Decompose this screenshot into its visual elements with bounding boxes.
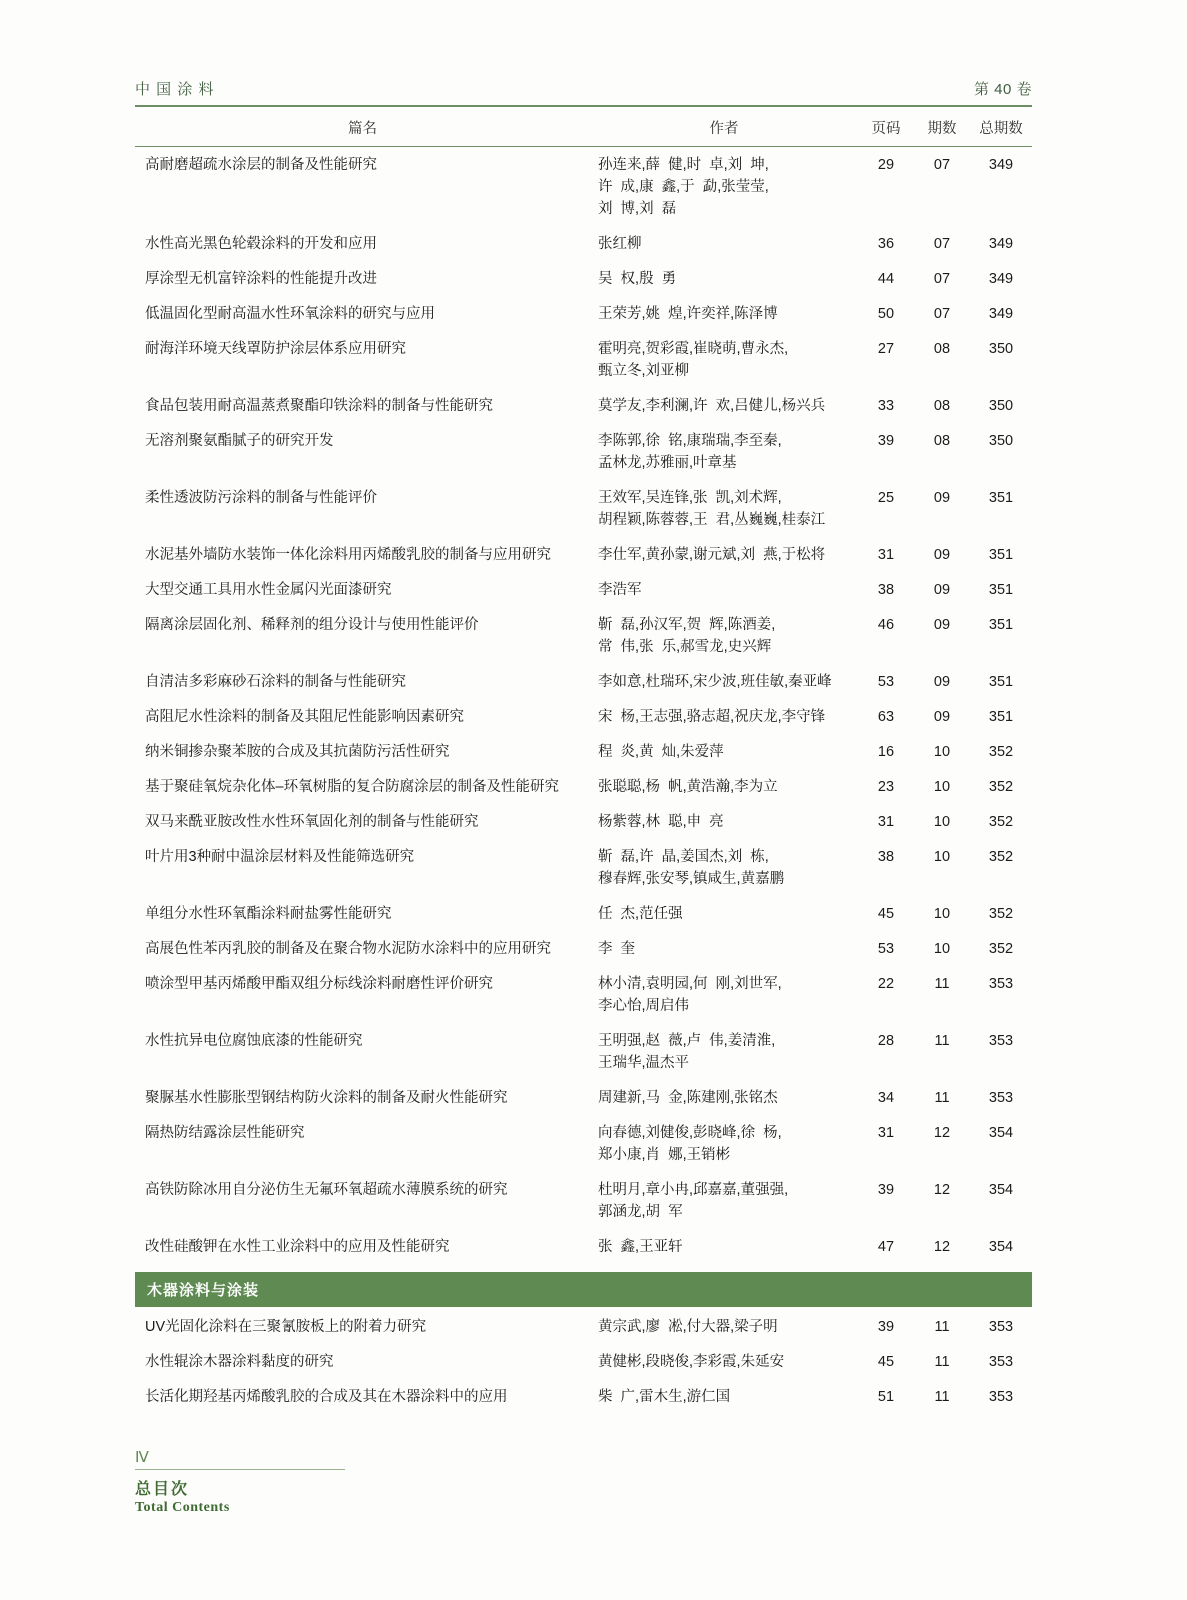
entry-author-line: 张聪聪,杨 帆,黄浩瀚,李为立 [598,779,778,795]
entry-title: 水性抗异电位腐蚀底漆的性能研究 [145,1033,363,1049]
entry-title: 隔热防结露涂层性能研究 [145,1125,305,1141]
entry-authors [590,579,858,601]
entry-total-issue: 350 [988,398,1014,414]
entry-author-line: 孙连来,薛 健,时 卓,刘 坤, [598,157,769,173]
entry-page: 38 [877,849,895,865]
entry-author-line: 李 奎 [598,941,636,957]
entry-total-issue: 353 [988,1319,1014,1335]
page-footer [135,1448,495,1516]
entry-page: 23 [877,779,895,795]
entry-page: 51 [877,1389,895,1405]
entry-authors [590,811,858,833]
entry-authors [590,1030,858,1074]
entry-authors [590,614,858,658]
entry-author-line: 柴 广,雷木生,游仁国 [598,1389,731,1405]
entry-authors [590,706,858,728]
entry-total-issue: 354 [988,1182,1014,1198]
entry-title: 叶片用3种耐中温涂层材料及性能筛选研究 [145,849,415,865]
entry-author-line: 王效军,吴连锋,张 凯,刘术辉, [598,490,782,506]
entry-issue: 10 [933,849,951,865]
table-row [135,966,1032,1023]
entry-authors [590,973,858,1017]
entry-page: 22 [877,976,895,992]
table-row [135,896,1032,931]
entry-author-line: 李如意,杜瑞环,宋少波,班佳敏,秦亚峰 [598,674,832,690]
entry-author-line: 任 杰,范任强 [598,906,683,922]
entry-total-issue: 351 [988,617,1014,633]
entry-author-line: 许 成,康 鑫,于 勐,张莹莹, [598,179,769,195]
table-row [135,1023,1032,1080]
entry-title: 改性硅酸钾在水性工业涂料中的应用及性能研究 [145,1239,450,1255]
volume-label: 第 40 卷 [973,81,1032,98]
column-header-issue: 期数 [927,121,957,137]
table-row [135,147,1032,226]
entry-authors [590,1236,858,1258]
entry-total-issue: 351 [988,582,1014,598]
entry-title: 高阻尼水性涂料的制备及其阻尼性能影响因素研究 [145,709,464,725]
entry-authors [590,487,858,531]
entry-page: 39 [877,1319,895,1335]
entry-title: 无溶剂聚氨酯腻子的研究开发 [145,433,334,449]
table-row [135,1115,1032,1172]
entry-authors [590,846,858,890]
entry-page: 53 [877,941,895,957]
entry-page: 28 [877,1033,895,1049]
entry-authors [590,938,858,960]
entry-title: 水性辊涂木器涂料黏度的研究 [145,1354,334,1370]
entry-total-issue: 349 [988,306,1014,322]
entry-authors [590,395,858,417]
entry-title: 喷涂型甲基丙烯酸甲酯双组分标线涂料耐磨性评价研究 [145,976,493,992]
entry-authors [590,338,858,382]
entry-total-issue: 349 [988,157,1014,173]
entry-title: UV光固化涂料在三聚氰胺板上的附着力研究 [145,1319,427,1335]
entry-issue: 10 [933,906,951,922]
entry-issue: 11 [934,1354,950,1370]
entry-issue: 09 [933,490,951,506]
entry-title: 自清洁多彩麻砂石涂料的制备与性能研究 [145,674,406,690]
entry-page: 31 [877,547,895,563]
entry-issue: 11 [934,1389,950,1405]
entry-issue: 09 [933,582,951,598]
entry-author-line: 李仕军,黄孙蒙,谢元斌,刘 燕,于松将 [598,547,826,563]
entry-total-issue: 350 [988,341,1014,357]
entry-total-issue: 353 [988,1389,1014,1405]
entry-issue: 10 [933,941,951,957]
entry-title: 低温固化型耐高温水性环氧涂料的研究与应用 [145,306,435,322]
folio-number: Ⅳ [135,1449,150,1466]
table-column-headers [135,107,1032,147]
entry-page: 39 [877,433,895,449]
entry-author-line: 程 炎,黄 灿,朱爱萍 [598,744,724,760]
entry-issue: 09 [933,709,951,725]
entry-title: 柔性透波防污涂料的制备与性能评价 [145,490,377,506]
entry-author-line: 张 鑫,王亚轩 [598,1239,683,1255]
entry-issue: 09 [933,617,951,633]
entry-title: 纳米铜掺杂聚苯胺的合成及其抗菌防污活性研究 [145,744,450,760]
entry-page: 29 [877,157,895,173]
entry-total-issue: 353 [988,976,1014,992]
table-row [135,664,1032,699]
entry-total-issue: 352 [988,779,1014,795]
entry-authors [590,1179,858,1223]
entry-page: 33 [877,398,895,414]
table-row [135,1229,1032,1264]
column-header-total: 总期数 [979,121,1023,137]
entry-total-issue: 352 [988,906,1014,922]
entry-author-line: 靳 磊,许 晶,姜国杰,刘 栋, [598,849,769,865]
entry-issue: 11 [934,1090,950,1106]
entry-title: 大型交通工具用水性金属闪光面漆研究 [145,582,392,598]
entry-author-line: 向春德,刘健俊,彭晓峰,徐 杨, [598,1125,782,1141]
entry-title: 高展色性苯丙乳胶的制备及在聚合物水泥防水涂料中的应用研究 [145,941,551,957]
entry-title: 高耐磨超疏水涂层的制备及性能研究 [145,157,377,173]
entry-title: 水泥基外墙防水装饰一体化涂料用丙烯酸乳胶的制备与应用研究 [145,547,551,563]
table-row [135,839,1032,896]
table-row [135,1309,1032,1344]
table-row [135,931,1032,966]
entry-author-line: 郑小康,肖 娜,王销彬 [598,1147,731,1163]
table-row [135,537,1032,572]
table-row [135,572,1032,607]
entry-title: 耐海洋环境天线罩防护涂层体系应用研究 [145,341,406,357]
entry-author-line: 宋 杨,王志强,骆志超,祝庆龙,李守锋 [598,709,826,725]
entry-issue: 12 [933,1182,951,1198]
entry-authors [590,1316,858,1338]
entry-author-line: 孟林龙,苏雅丽,叶章基 [598,455,737,471]
entry-author-line: 黄宗武,廖 凇,付大器,梁子明 [598,1319,778,1335]
entry-author-line: 霍明亮,贺彩霞,崔晓萌,曹永杰, [598,341,789,357]
entry-issue: 11 [934,1319,950,1335]
entry-author-line: 周建新,马 金,陈建刚,张铭杰 [598,1090,778,1106]
entry-title: 聚脲基水性膨胀型钢结构防火涂料的制备及耐火性能研究 [145,1090,508,1106]
entry-total-issue: 353 [988,1033,1014,1049]
entry-page: 25 [877,490,895,506]
entry-title: 隔离涂层固化剂、稀释剂的组分设计与使用性能评价 [145,617,479,633]
entry-issue: 12 [933,1125,951,1141]
entry-total-issue: 350 [988,433,1014,449]
entry-authors [590,1386,858,1408]
entry-author-line: 郭涵龙,胡 军 [598,1204,683,1220]
column-header-author: 作者 [709,121,739,137]
entry-issue: 10 [933,814,951,830]
table-row [135,1172,1032,1229]
entry-issue: 10 [933,744,951,760]
entry-issue: 07 [933,236,951,252]
table-row [135,388,1032,423]
entry-total-issue: 349 [988,236,1014,252]
entry-authors [590,303,858,325]
table-row [135,1080,1032,1115]
entry-issue: 10 [933,779,951,795]
footer-title-en: Total Contents [135,1500,230,1515]
table-row [135,423,1032,480]
entry-page: 31 [877,814,895,830]
entry-page: 16 [877,744,895,760]
table-row [135,607,1032,664]
entry-page: 31 [877,1125,895,1141]
entry-author-line: 王荣芳,姚 煌,许奕祥,陈泽博 [598,306,778,322]
entry-author-line: 张红柳 [598,236,642,252]
entry-page: 53 [877,674,895,690]
entry-author-line: 莫学友,李利澜,许 欢,吕健儿,杨兴兵 [598,398,826,414]
entry-total-issue: 352 [988,941,1014,957]
table-row [135,769,1032,804]
entry-author-line: 常 伟,张 乐,郝雪龙,史兴辉 [598,639,772,655]
entry-issue: 09 [933,674,951,690]
entry-author-line: 胡程颖,陈蓉蓉,王 君,丛巍巍,桂泰江 [598,512,826,528]
table-row [135,699,1032,734]
entry-authors [590,671,858,693]
entry-page: 46 [877,617,895,633]
entry-total-issue: 349 [988,271,1014,287]
page-content [135,78,1032,1414]
entry-issue: 07 [933,271,951,287]
table-row [135,331,1032,388]
entry-total-issue: 351 [988,709,1014,725]
entry-issue: 08 [933,341,951,357]
entry-page: 36 [877,236,895,252]
entry-page: 44 [877,271,895,287]
table-row [135,480,1032,537]
entry-author-line: 杜明月,章小冉,邱嘉嘉,董强强, [598,1182,789,1198]
entry-authors [590,544,858,566]
entry-author-line: 李陈郭,徐 铭,康瑞瑞,李至秦, [598,433,782,449]
table-row [135,1379,1032,1414]
entry-authors [590,233,858,255]
entry-authors [590,154,858,220]
entry-authors [590,776,858,798]
entry-total-issue: 354 [988,1239,1014,1255]
entry-author-line: 靳 磊,孙汉军,贺 辉,陈酒姜, [598,617,776,633]
entry-page: 38 [877,582,895,598]
entry-issue: 11 [934,1033,950,1049]
entry-page: 45 [877,906,895,922]
entry-page: 50 [877,306,895,322]
table-row [135,226,1032,261]
table-row [135,261,1032,296]
entry-author-line: 王瑞华,温杰平 [598,1055,690,1071]
entry-page: 34 [877,1090,895,1106]
entry-title: 单组分水性环氧酯涂料耐盐雾性能研究 [145,906,392,922]
entry-total-issue: 351 [988,547,1014,563]
entry-title: 双马来酰亚胺改性水性环氧固化剂的制备与性能研究 [145,814,479,830]
entry-total-issue: 352 [988,744,1014,760]
entry-author-line: 刘 博,刘 磊 [598,201,677,217]
column-header-page: 页码 [871,121,901,137]
entry-author-line: 穆春辉,张安琴,镇咸生,黄嘉鹏 [598,871,785,887]
entry-issue: 11 [934,976,950,992]
entry-author-line: 吴 权,殷 勇 [598,271,677,287]
table-row [135,734,1032,769]
entry-total-issue: 353 [988,1090,1014,1106]
contents-table [135,147,1032,1264]
entry-total-issue: 351 [988,674,1014,690]
section-banner: 木器涂料与涂装 [135,1272,1032,1307]
entry-title: 高铁防除冰用自分泌仿生无氟环氧超疏水薄膜系统的研究 [145,1182,508,1198]
entry-page: 47 [877,1239,895,1255]
entry-author-line: 杨紫蓉,林 聪,申 亮 [598,814,724,830]
entry-authors [590,1351,858,1373]
entry-issue: 09 [933,547,951,563]
entry-page: 27 [877,341,895,357]
entry-author-line: 林小清,袁明园,何 刚,刘世军, [598,976,782,992]
entry-authors [590,1087,858,1109]
entry-title: 厚涂型无机富锌涂料的性能提升改进 [145,271,377,287]
entry-authors [590,430,858,474]
column-header-title: 篇名 [348,121,377,137]
entry-title: 食品包装用耐高温蒸煮聚酯印铁涂料的制备与性能研究 [145,398,493,414]
table-row [135,296,1032,331]
footer-rule [135,1469,345,1470]
entry-total-issue: 352 [988,849,1014,865]
entry-title: 长活化期羟基丙烯酸乳胶的合成及其在木器涂料中的应用 [145,1389,508,1405]
entry-title: 基于聚硅氧烷杂化体–环氧树脂的复合防腐涂层的制备及性能研究 [145,779,560,795]
entry-authors [590,903,858,925]
entry-author-line: 李浩军 [598,582,642,598]
entry-issue: 08 [933,398,951,414]
running-head [135,78,1032,105]
entry-author-line: 王明强,赵 薇,卢 伟,姜清淮, [598,1033,776,1049]
entry-authors [590,1122,858,1166]
entry-total-issue: 353 [988,1354,1014,1370]
entry-issue: 07 [933,306,951,322]
entry-issue: 12 [933,1239,951,1255]
entry-page: 39 [877,1182,895,1198]
entry-page: 45 [877,1354,895,1370]
entry-authors [590,741,858,763]
entry-total-issue: 351 [988,490,1014,506]
entry-total-issue: 352 [988,814,1014,830]
table-row [135,804,1032,839]
entry-author-line: 黄健彬,段晓俊,李彩霞,朱延安 [598,1354,785,1370]
entry-author-line: 李心怡,周启伟 [598,998,690,1014]
entry-total-issue: 354 [988,1125,1014,1141]
entry-issue: 08 [933,433,951,449]
entry-author-line: 甄立冬,刘亚柳 [598,363,690,379]
entry-issue: 07 [933,157,951,173]
entry-authors [590,268,858,290]
footer-title-cn: 总目次 [135,1481,190,1498]
contents-table-section [135,1309,1032,1414]
journal-name: 中 国 涂 料 [135,81,215,98]
entry-title: 水性高光黑色轮毂涂料的开发和应用 [145,236,377,252]
table-row [135,1344,1032,1379]
entry-page: 63 [877,709,895,725]
